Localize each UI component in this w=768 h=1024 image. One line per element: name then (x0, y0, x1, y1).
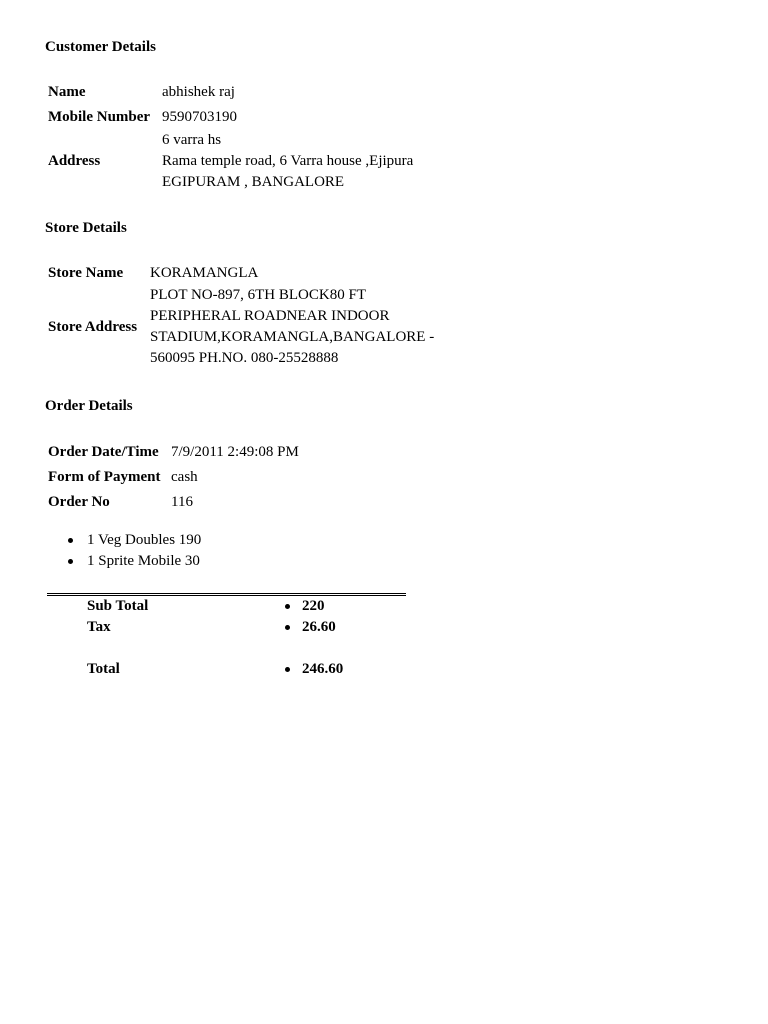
order-date-label: Order Date/Time (48, 444, 159, 460)
order-number-value: 116 (171, 494, 193, 510)
order-number-row (48, 490, 299, 515)
customer-mobile-row (48, 105, 413, 130)
store-address-label: Store Address (48, 318, 138, 335)
customer-name-row (48, 80, 413, 105)
order-payment-label: Form of Payment (48, 469, 161, 485)
customer-details-table (48, 80, 413, 193)
customer-mobile-value: 9590703190 (162, 109, 237, 125)
customer-details-heading: Customer Details (45, 39, 156, 55)
store-address-value (150, 285, 434, 369)
customer-name-value: abhishek raj (162, 84, 235, 100)
total-value: 246.60 (285, 659, 343, 679)
tax-value: 26.60 (285, 617, 336, 637)
order-items-list (66, 530, 201, 572)
subtotal-value: 220 (285, 596, 325, 616)
order-date-row (48, 440, 299, 465)
store-details-heading: Store Details (45, 220, 127, 236)
store-name-value: KORAMANGLA (150, 265, 259, 281)
customer-mobile-label: Mobile Number (48, 109, 151, 125)
order-payment-value: cash (171, 469, 198, 485)
customer-address-line: 6 varra hs (162, 132, 222, 148)
list-item: 1 Sprite Mobile 30 (66, 551, 201, 572)
customer-name-label: Name (48, 84, 86, 100)
tax-label: Tax (87, 619, 111, 635)
order-payment-row (48, 465, 299, 490)
total-label: Total (87, 661, 120, 677)
list-item: 1 Veg Doubles 190 (66, 530, 201, 551)
order-details-table (48, 440, 299, 515)
customer-address-line: EGIPURAM , BANGALORE (162, 174, 345, 190)
store-name-row (48, 262, 434, 285)
order-number-label: Order No (48, 494, 110, 510)
store-address-line: PLOT NO-897, 6TH BLOCK80 FT (150, 287, 366, 303)
store-address-line: STADIUM,KORAMANGLA,BANGALORE - (150, 329, 435, 345)
customer-address-line: Rama temple road, 6 Varra house ,Ejipura (162, 153, 414, 169)
store-details-table (48, 262, 434, 369)
customer-address-label: Address (48, 153, 101, 169)
store-address-row (48, 285, 434, 369)
order-date-value: 7/9/2011 2:49:08 PM (171, 444, 299, 460)
store-address-line: PERIPHERAL ROADNEAR INDOOR (150, 308, 390, 324)
subtotal-label: Sub Total (87, 598, 149, 614)
store-name-label: Store Name (48, 265, 124, 281)
store-address-line: 560095 PH.NO. 080-25528888 (150, 350, 339, 366)
customer-address-row (48, 130, 413, 193)
order-details-heading: Order Details (45, 398, 133, 414)
divider (47, 593, 406, 594)
customer-address-value (162, 130, 413, 193)
